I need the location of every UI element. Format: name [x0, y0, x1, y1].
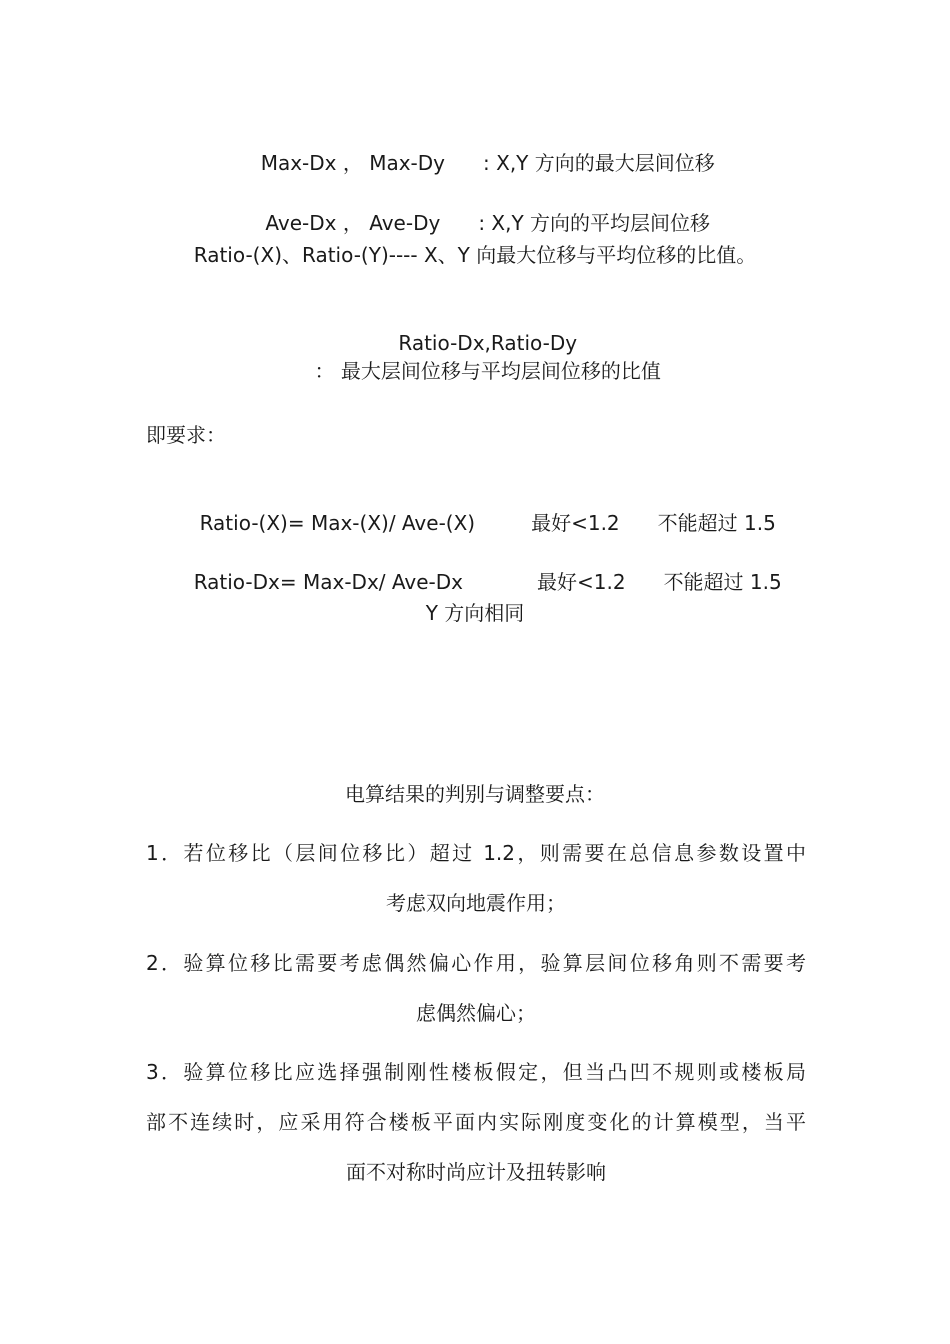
max-description: : X,Y 方向的最大层间位移 — [483, 151, 715, 175]
point-3 — [146, 1058, 806, 1186]
point-3-line-2: 部不连续时，应采用符合楼板平面内实际刚度变化的计算模型，当平 — [146, 1110, 806, 1134]
point-3-line-3: 面不对称时尚应计及扭转影响 — [346, 1160, 606, 1184]
ratio-x-formula: Ratio-(X)= Max-(X)/ Ave-(X) — [199, 511, 476, 535]
point-1-line-1: 1．若位移比（层间位移比）超过 1.2，则需要在总信息参数设置中 — [146, 841, 806, 865]
requirement-intro: 即要求： — [146, 423, 226, 447]
ratio-xy-definition: Ratio-(X)、Ratio-(Y)---- X、Y 向最大位移与平均位移的比值。 — [193, 243, 757, 267]
ave-description: : X,Y 方向的平均层间位移 — [478, 211, 711, 235]
ratio-dx-best: 最好<1.2 — [536, 570, 626, 594]
ave-label: Ave-Dx ， Ave-Dy — [265, 211, 441, 235]
max-label: Max-Dx ， Max-Dy — [260, 151, 446, 175]
point-1-line-2: 考虑双向地震作用； — [386, 891, 566, 915]
point-2-line-1: 2．验算位移比需要考虑偶然偏心作用，验算层间位移角则不需要考 — [146, 951, 806, 975]
ratio-dx-formula: Ratio-Dx= Max-Dx/ Ave-Dx — [193, 570, 463, 594]
ratio-dxdy-label: Ratio-Dx,Ratio-Dy — [398, 331, 578, 355]
point-2-line-2: 虑偶然偏心； — [416, 1001, 536, 1025]
point-3-line-1: 3．验算位移比应选择强制刚性楼板假定，但当凸凹不规则或楼板局 — [146, 1060, 806, 1084]
ratio-dx-limit: 不能超过 1.5 — [663, 570, 782, 594]
ratio-dxdy-definition — [0, 301, 950, 413]
section-heading: 电算结果的判别与调整要点： — [345, 782, 605, 806]
ratio-x-best: 最好<1.2 — [531, 511, 620, 535]
y-direction-note: Y 方向相同 — [425, 601, 525, 625]
point-1 — [146, 839, 806, 917]
point-2 — [146, 949, 806, 1027]
ratio-dxdy-description: ： 最大层间位移与平均层间位移的比值 — [314, 359, 661, 383]
ratio-x-limit: 不能超过 1.5 — [657, 511, 776, 535]
